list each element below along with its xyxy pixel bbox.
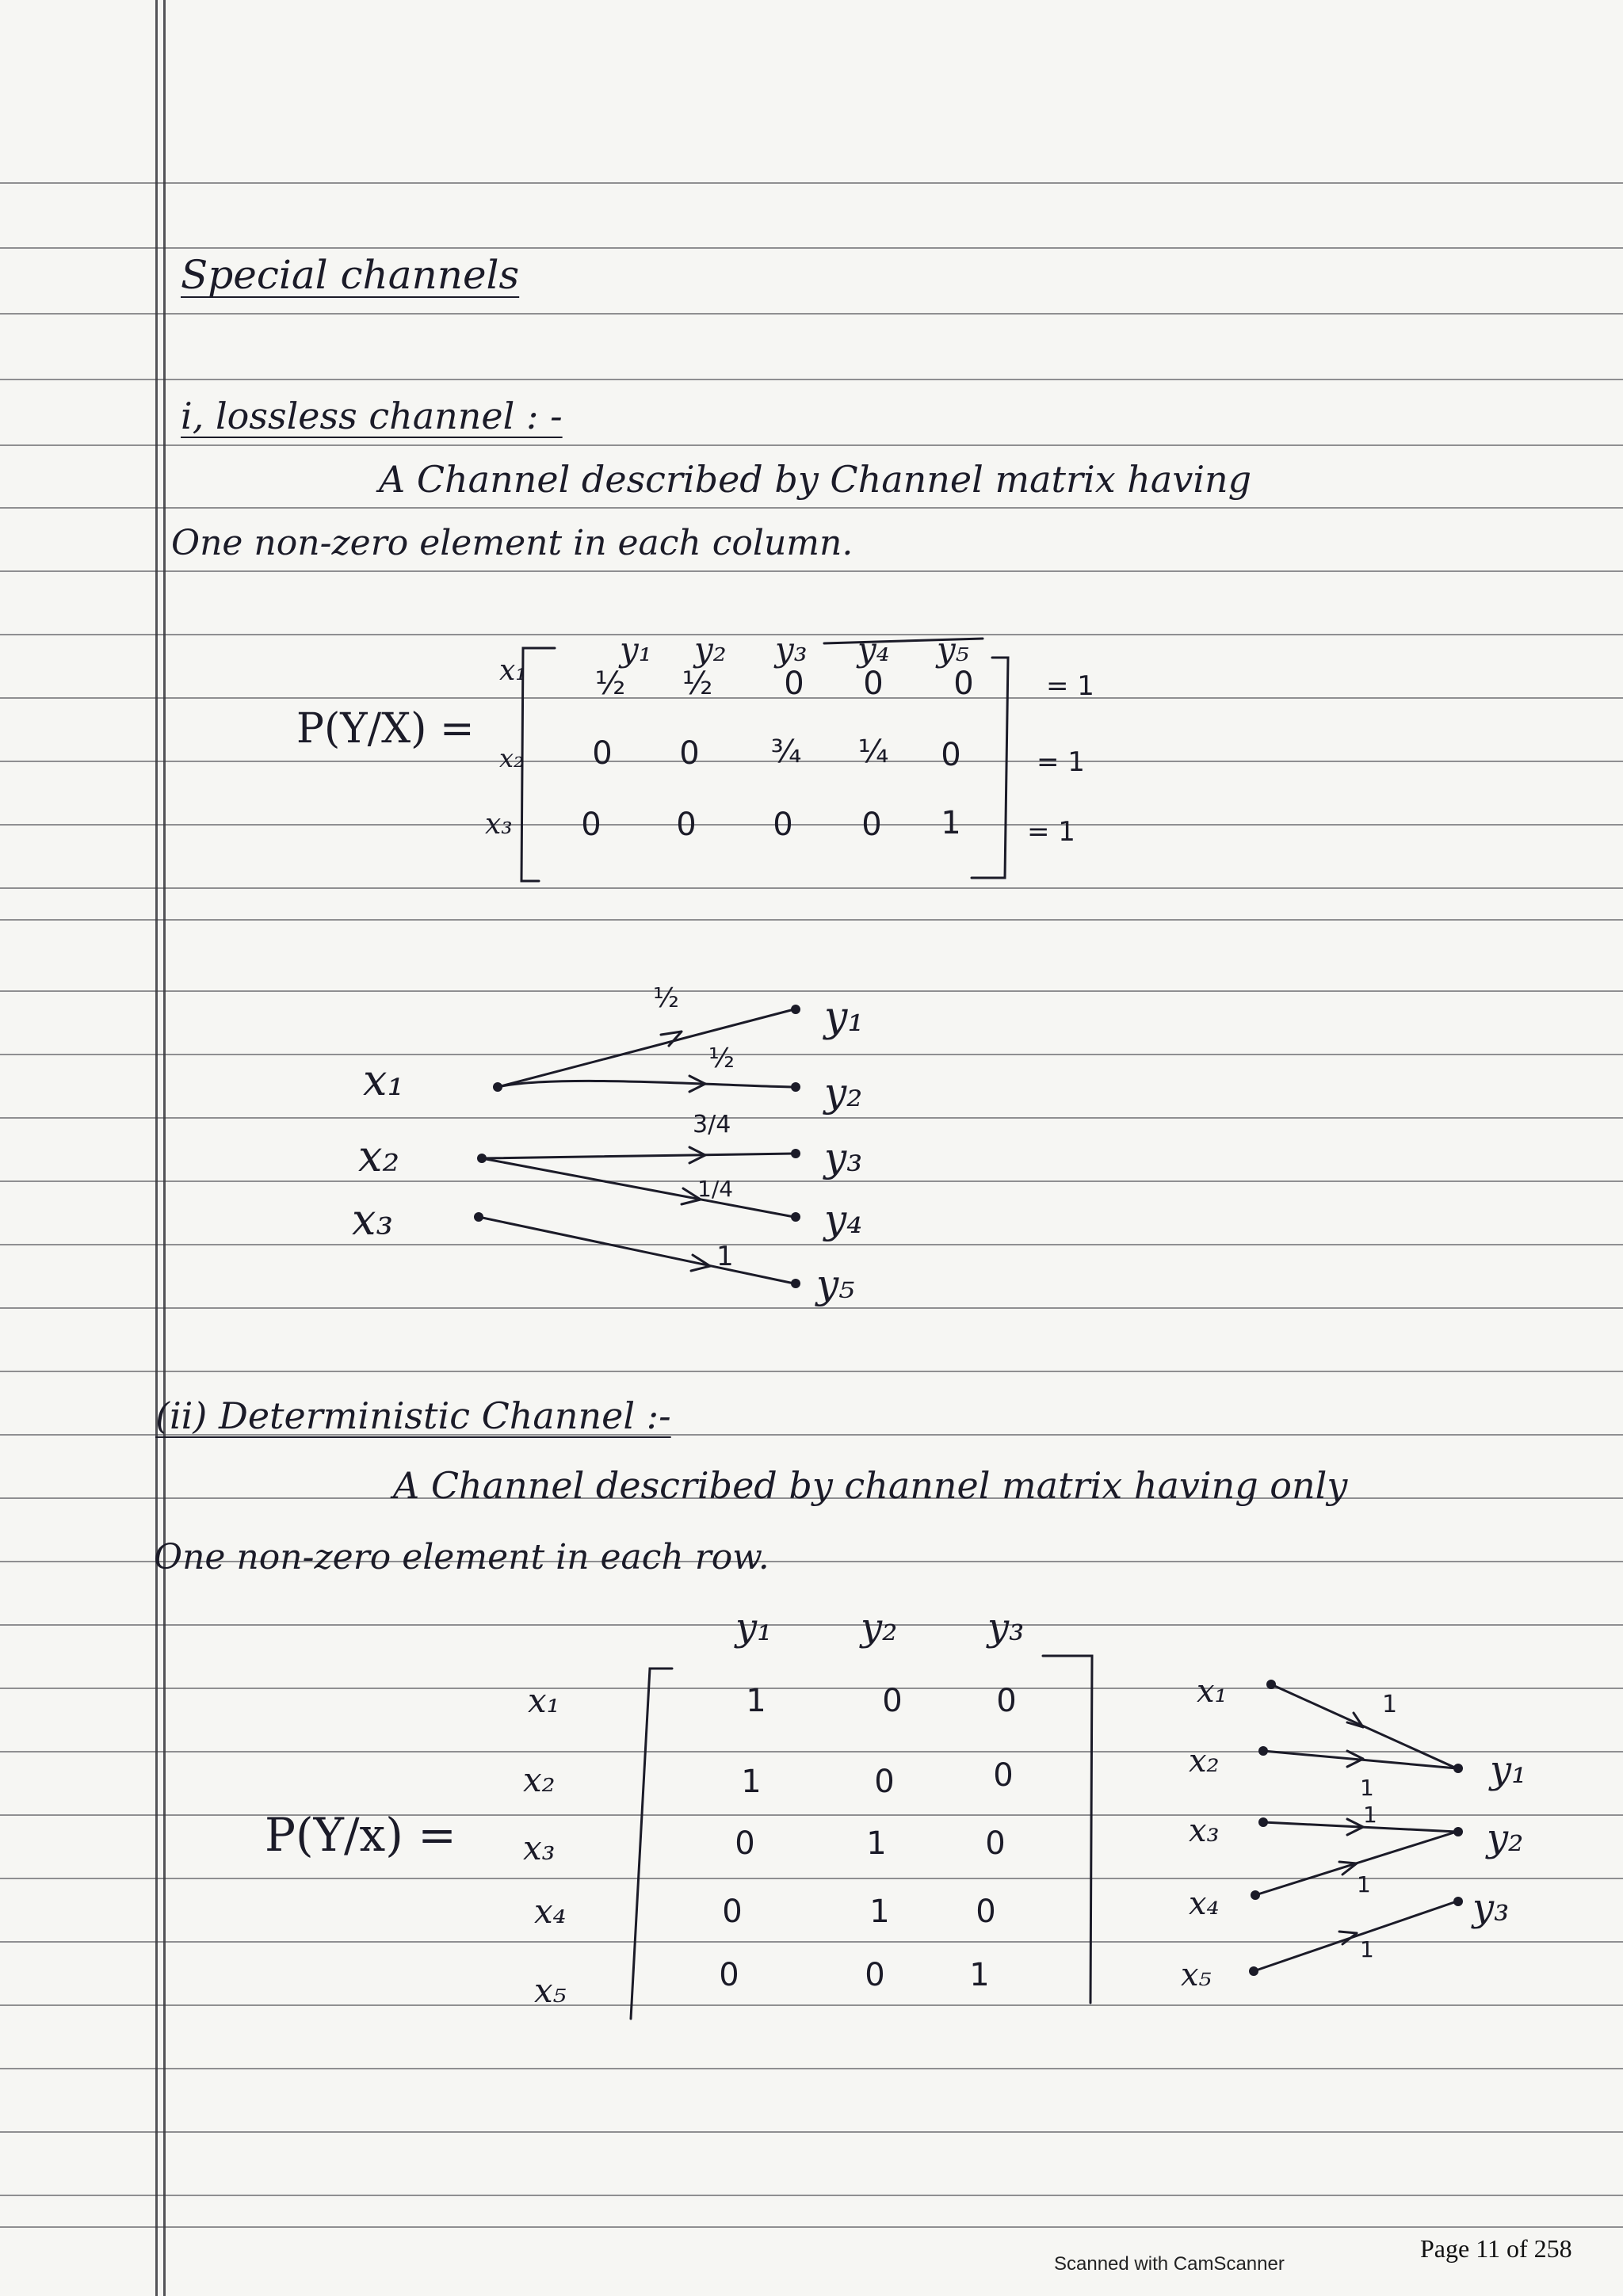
s2-cell: 1: [741, 1764, 762, 1800]
s1-diagram-output: y₁: [824, 994, 865, 1041]
s1-cell: 0: [676, 807, 697, 843]
s1-col-label: y₃: [775, 630, 808, 669]
s2-diagram-output: y₂: [1487, 1816, 1524, 1860]
s1-node: [791, 1212, 800, 1222]
s2-diagram-output: y₃: [1472, 1886, 1510, 1930]
s2-node: [1266, 1680, 1276, 1689]
s2-row-label: x₂: [523, 1760, 556, 1799]
s2-edge-label: 1: [1363, 1802, 1377, 1828]
section2-desc-line2: One non-zero element in each row.: [154, 1537, 769, 1577]
s2-diagram-input: x₂: [1189, 1743, 1220, 1779]
page-title: Special channels: [181, 252, 520, 298]
s1-diagram-output: y₃: [824, 1135, 863, 1180]
s1-row-label: x₁: [499, 654, 527, 687]
s1-row-sum: = 1: [1046, 670, 1094, 702]
section1-desc-line1: A Channel described by Channel matrix having: [379, 458, 1252, 501]
scanner-watermark: Scanned with CamScanner: [1054, 2253, 1285, 2275]
s1-edge-label: ½: [653, 982, 679, 1014]
s1-diagram-input: x₁: [363, 1055, 405, 1105]
s2-node: [1453, 1764, 1463, 1773]
s1-edge: [482, 1154, 794, 1158]
s2-right-bracket: [1043, 1656, 1092, 2003]
s1-cell: 0: [679, 735, 700, 772]
s2-cell: 1: [869, 1894, 890, 1930]
page-number: Page 11 of 258: [1420, 2234, 1572, 2263]
section2-desc-line1: A Channel described by channel matrix having only: [393, 1464, 1348, 1507]
s2-node: [1453, 1827, 1463, 1836]
s2-node: [1251, 1890, 1260, 1900]
s1-diagram-output: y₄: [824, 1196, 863, 1242]
s2-row-label: x₅: [534, 1971, 567, 2010]
s2-row-label: x₄: [534, 1892, 567, 1931]
s1-node: [791, 1149, 800, 1158]
s1-diagram-output: y₂: [824, 1070, 863, 1116]
s1-edge: [482, 1158, 794, 1217]
s2-col-label: y₂: [861, 1605, 898, 1650]
section1-heading: i, lossless channel : -: [181, 395, 563, 437]
s1-col-label: y₂: [694, 630, 727, 669]
s1-cell: ¼: [857, 734, 889, 770]
s1-cell: 0: [784, 666, 804, 702]
s1-row-sum: = 1: [1037, 746, 1085, 778]
s1-cell: ½: [594, 666, 626, 702]
s2-node: [1249, 1966, 1258, 1976]
s1-node: [477, 1154, 487, 1163]
s2-cell: 0: [735, 1825, 755, 1862]
s1-node: [474, 1212, 483, 1222]
s2-cell: 1: [866, 1825, 887, 1862]
s2-cell: 0: [985, 1825, 1006, 1862]
s1-right-bracket: [972, 658, 1008, 878]
s2-edge-label: 1: [1382, 1691, 1398, 1718]
s1-node: [791, 1279, 800, 1288]
s2-diagram-input: x₁: [1197, 1673, 1228, 1710]
s1-cell: ¾: [770, 734, 802, 770]
s1-col-label: y₁: [620, 630, 652, 669]
s1-row-label: x₂: [499, 743, 524, 773]
s2-row-label: x₃: [523, 1829, 556, 1867]
s2-cell: 0: [719, 1957, 739, 1993]
s2-cell: 0: [976, 1894, 996, 1930]
s2-left-bracket: [631, 1669, 672, 2019]
s1-node: [791, 1005, 800, 1014]
s1-diagram-input: x₃: [352, 1195, 394, 1245]
s1-cell: 1: [941, 805, 961, 841]
s2-cell: 0: [865, 1957, 885, 1993]
s2-cell: 1: [969, 1957, 990, 1993]
s2-diagram-input: x₃: [1189, 1813, 1220, 1849]
s1-edge: [479, 1217, 794, 1283]
s2-diagram-input: x₄: [1189, 1886, 1220, 1922]
s2-edge: [1263, 1822, 1457, 1832]
s1-left-bracket: [521, 648, 555, 881]
s1-col-label: y₄: [857, 630, 890, 669]
s2-cell: 0: [722, 1894, 743, 1930]
s2-cell: 0: [993, 1757, 1014, 1794]
s1-edge: [498, 1009, 794, 1087]
s1-diagram-input: x₂: [358, 1131, 400, 1181]
s2-node: [1453, 1897, 1463, 1906]
s2-edge-label: 1: [1360, 1936, 1374, 1962]
s1-edge-label: 3/4: [693, 1111, 731, 1138]
s2-cell: 0: [874, 1764, 895, 1800]
s1-node: [791, 1082, 800, 1092]
s2-cell: 1: [746, 1683, 766, 1719]
s2-cell: 0: [996, 1683, 1017, 1719]
s2-node: [1258, 1746, 1268, 1756]
s2-diagram-input: x₅: [1181, 1957, 1212, 1993]
s1-cell: 0: [581, 807, 601, 843]
s1-cell: 0: [941, 737, 961, 773]
section2-heading: (ii) Deterministic Channel :-: [155, 1394, 671, 1437]
s1-row-label: x₃: [485, 808, 513, 841]
s1-cell: 0: [863, 666, 884, 702]
s1-cell: 0: [592, 735, 613, 772]
s2-node: [1258, 1817, 1268, 1827]
s1-node: [493, 1082, 502, 1092]
s1-edge-label: ½: [708, 1043, 735, 1074]
s1-edge-label: 1: [716, 1241, 734, 1272]
s2-edge-label: 1: [1360, 1775, 1374, 1801]
s2-col-label: y₁: [735, 1605, 773, 1650]
section1-matrix-label: P(Y/X) =: [296, 705, 475, 753]
s2-col-label: y₃: [987, 1605, 1025, 1650]
s1-header-underline: [824, 639, 983, 643]
s1-edge: [498, 1081, 794, 1087]
s1-cell: 0: [861, 807, 882, 843]
s1-diagram-output: y₅: [816, 1261, 855, 1307]
s1-cell: 0: [953, 666, 974, 702]
s2-edge-label: 1: [1357, 1871, 1371, 1897]
section1-desc-line2: One non-zero element in each column.: [171, 523, 854, 563]
s2-diagram-output: y₁: [1490, 1748, 1527, 1792]
s2-row-label: x₁: [528, 1681, 560, 1720]
s1-edge-label: 1/4: [697, 1176, 734, 1202]
s2-cell: 0: [882, 1683, 903, 1719]
s2-edge: [1254, 1901, 1457, 1971]
section2-matrix-label: P(Y/x) =: [265, 1808, 456, 1862]
s1-cell: ½: [682, 666, 713, 702]
s1-cell: 0: [773, 807, 793, 843]
s1-col-label: y₅: [937, 630, 969, 669]
s1-row-sum: = 1: [1027, 816, 1075, 848]
